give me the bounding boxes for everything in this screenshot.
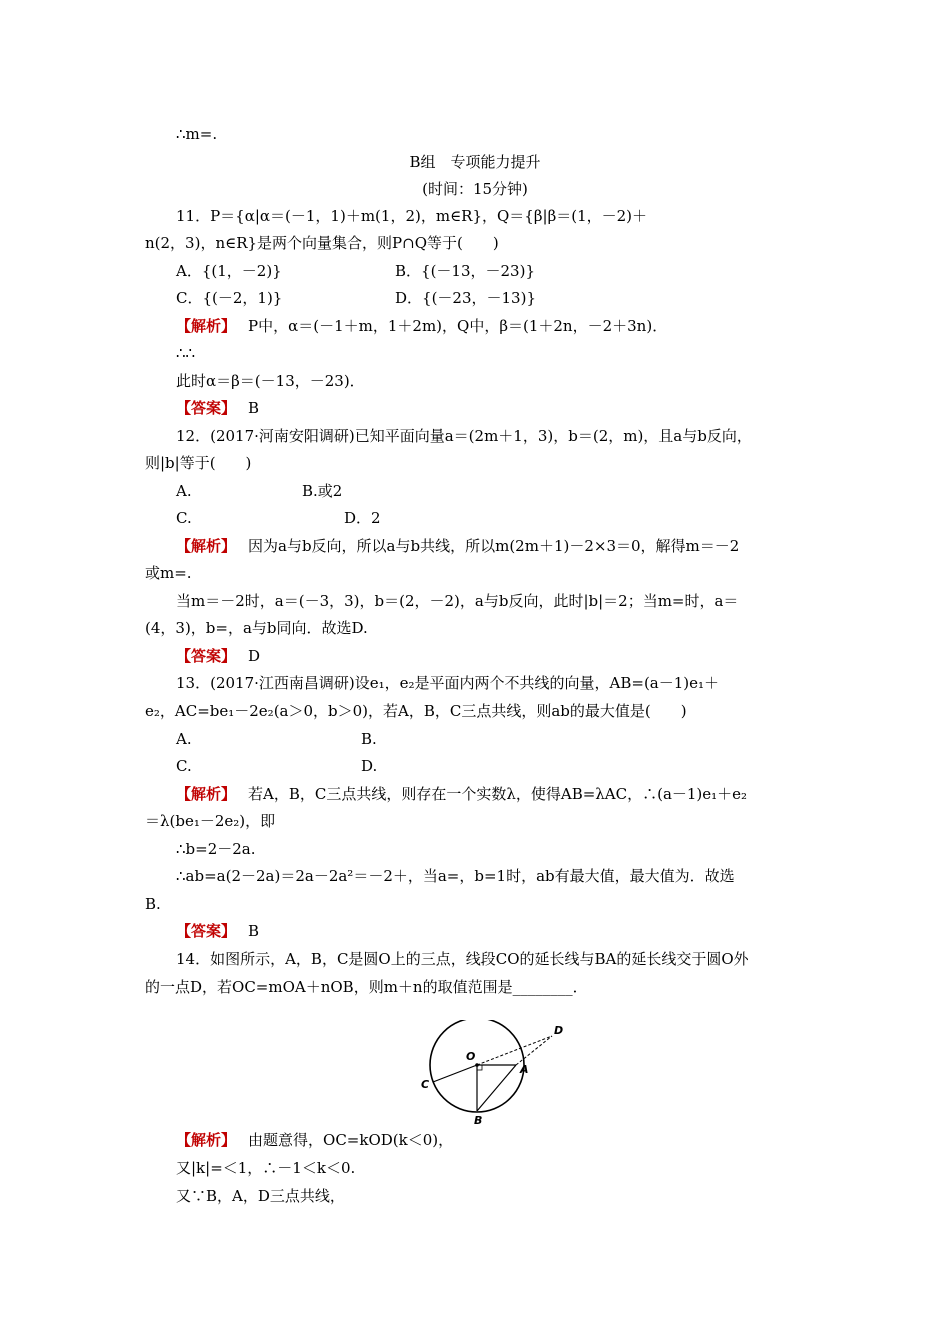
segment-ba [477,1065,516,1111]
answer-tag: 【答案】 [176,647,237,665]
answer-tag: 【答案】 [176,922,237,940]
option-d: D．2 [344,509,381,527]
answer-line [176,921,259,941]
option-d: D．{(－23，－13)} [395,289,536,307]
text-line: 的一点D，若OC=mOA＋nOB，则m＋n的取值范围是________． [145,978,588,996]
analysis-line [176,784,747,804]
analysis-tag: 【解析】 [176,317,237,335]
option-a: A．{(1，－2)} [176,262,282,280]
analysis-text: 因为a与b反向，所以a与b共线，所以m(2m＋1)－2×3＝0，解得m＝－2 [248,537,740,555]
text-line: 或m=. [145,564,192,582]
answer-tag: 【答案】 [176,399,237,417]
option-c: C. [176,509,192,527]
label-o: O [466,1050,476,1063]
text-line: ∴b=2－2a. [176,840,256,858]
analysis-tag: 【解析】 [176,537,237,555]
answer-text: D [248,647,261,665]
text-line: 则|b|等于( ) [145,454,252,472]
label-b: B [474,1114,483,1127]
option-c: C．{(－2，1)} [176,289,283,307]
analysis-tag: 【解析】 [176,1131,237,1149]
text-line: (4，3)，b=，a与b同向．故选D. [145,619,368,637]
option-b: B．{(－13，－23)} [395,262,535,280]
analysis-line [176,316,667,336]
text-line: ∴m=. [176,125,218,143]
text-line: 又|k|=＜1，∴－1＜k＜0. [176,1159,356,1177]
label-c: C [421,1078,430,1091]
section-time: (时间：15分钟) [422,180,528,198]
option-c: C. [176,757,192,775]
circle-figure [420,1020,570,1130]
analysis-text: 由题意得，OC=kOD(k＜0)， [248,1131,454,1149]
section-heading: B组 专项能力提升 [409,153,541,171]
text-line: ＝λ(be₁－2e₂)，即 [145,812,276,830]
option-b: B. [361,730,377,748]
analysis-text: 若A，B，C三点共线，则存在一个实数λ，使得AB=λAC，∴(a－1)e₁＋e₂ [248,785,748,803]
label-a: A [520,1063,529,1076]
text-line: 当m＝－2时，a＝(－3，3)，b＝(2，－2)，a与b反向，此时|b|＝2；当m=时，a＝ [176,592,739,610]
answer-text: B [248,922,260,940]
text-line: e₂，AC=be₁－2e₂(a＞0，b＞0)，若A，B，C三点共线，则ab的最大值是( ) [145,702,687,720]
option-d: D. [361,757,378,775]
question-14: 14．如图所示，A，B，C是圆O上的三点，线段CO的延长线与BA的延长线交于圆O外 [176,950,749,968]
analysis-tag: 【解析】 [176,785,237,803]
answer-line [176,646,260,666]
answer-line [176,398,259,418]
option-b: B.或2 [302,482,343,500]
analysis-line [176,536,739,556]
segment-od-dashed [477,1036,552,1065]
point-o [475,1063,479,1067]
text-line: n(2，3)，n∈R}是两个向量集合，则P∩Q等于( ) [145,234,499,252]
question-11: 11．P＝{α|α＝(－1，1)＋m(1，2)，m∈R}，Q＝{β|β＝(1，－2)＋ [176,207,648,225]
text-line: ∴∴ [176,344,196,362]
answer-text: B [248,399,260,417]
segment-co [433,1065,477,1082]
text-line: 此时α＝β＝(－13，－23)． [176,372,365,390]
analysis-line [176,1130,453,1150]
circle-diagram [420,1020,570,1130]
question-12: 12．(2017·河南安阳调研)已知平面向量a＝(2m＋1，3)，b＝(2，m)，且a与b反向， [176,427,752,445]
question-13: 13．(2017·江西南昌调研)设e₁，e₂是平面内两个不共线的向量，AB=(a－1)e₁＋ [176,674,720,692]
text-line: ∴ab=a(2－2a)＝2a－2a²＝－2＋，当a=，b=1时，ab有最大值，最大值为．故选 [176,867,735,885]
label-d: D [554,1024,564,1037]
analysis-text: P中，α＝(－1＋m，1＋2m)，Q中，β＝(1＋2n，－2＋3n)． [248,317,668,335]
option-a: A. [176,730,192,748]
text-line: B. [145,895,161,913]
option-a: A. [176,482,192,500]
text-line: 又∵B，A，D三点共线， [176,1187,345,1205]
